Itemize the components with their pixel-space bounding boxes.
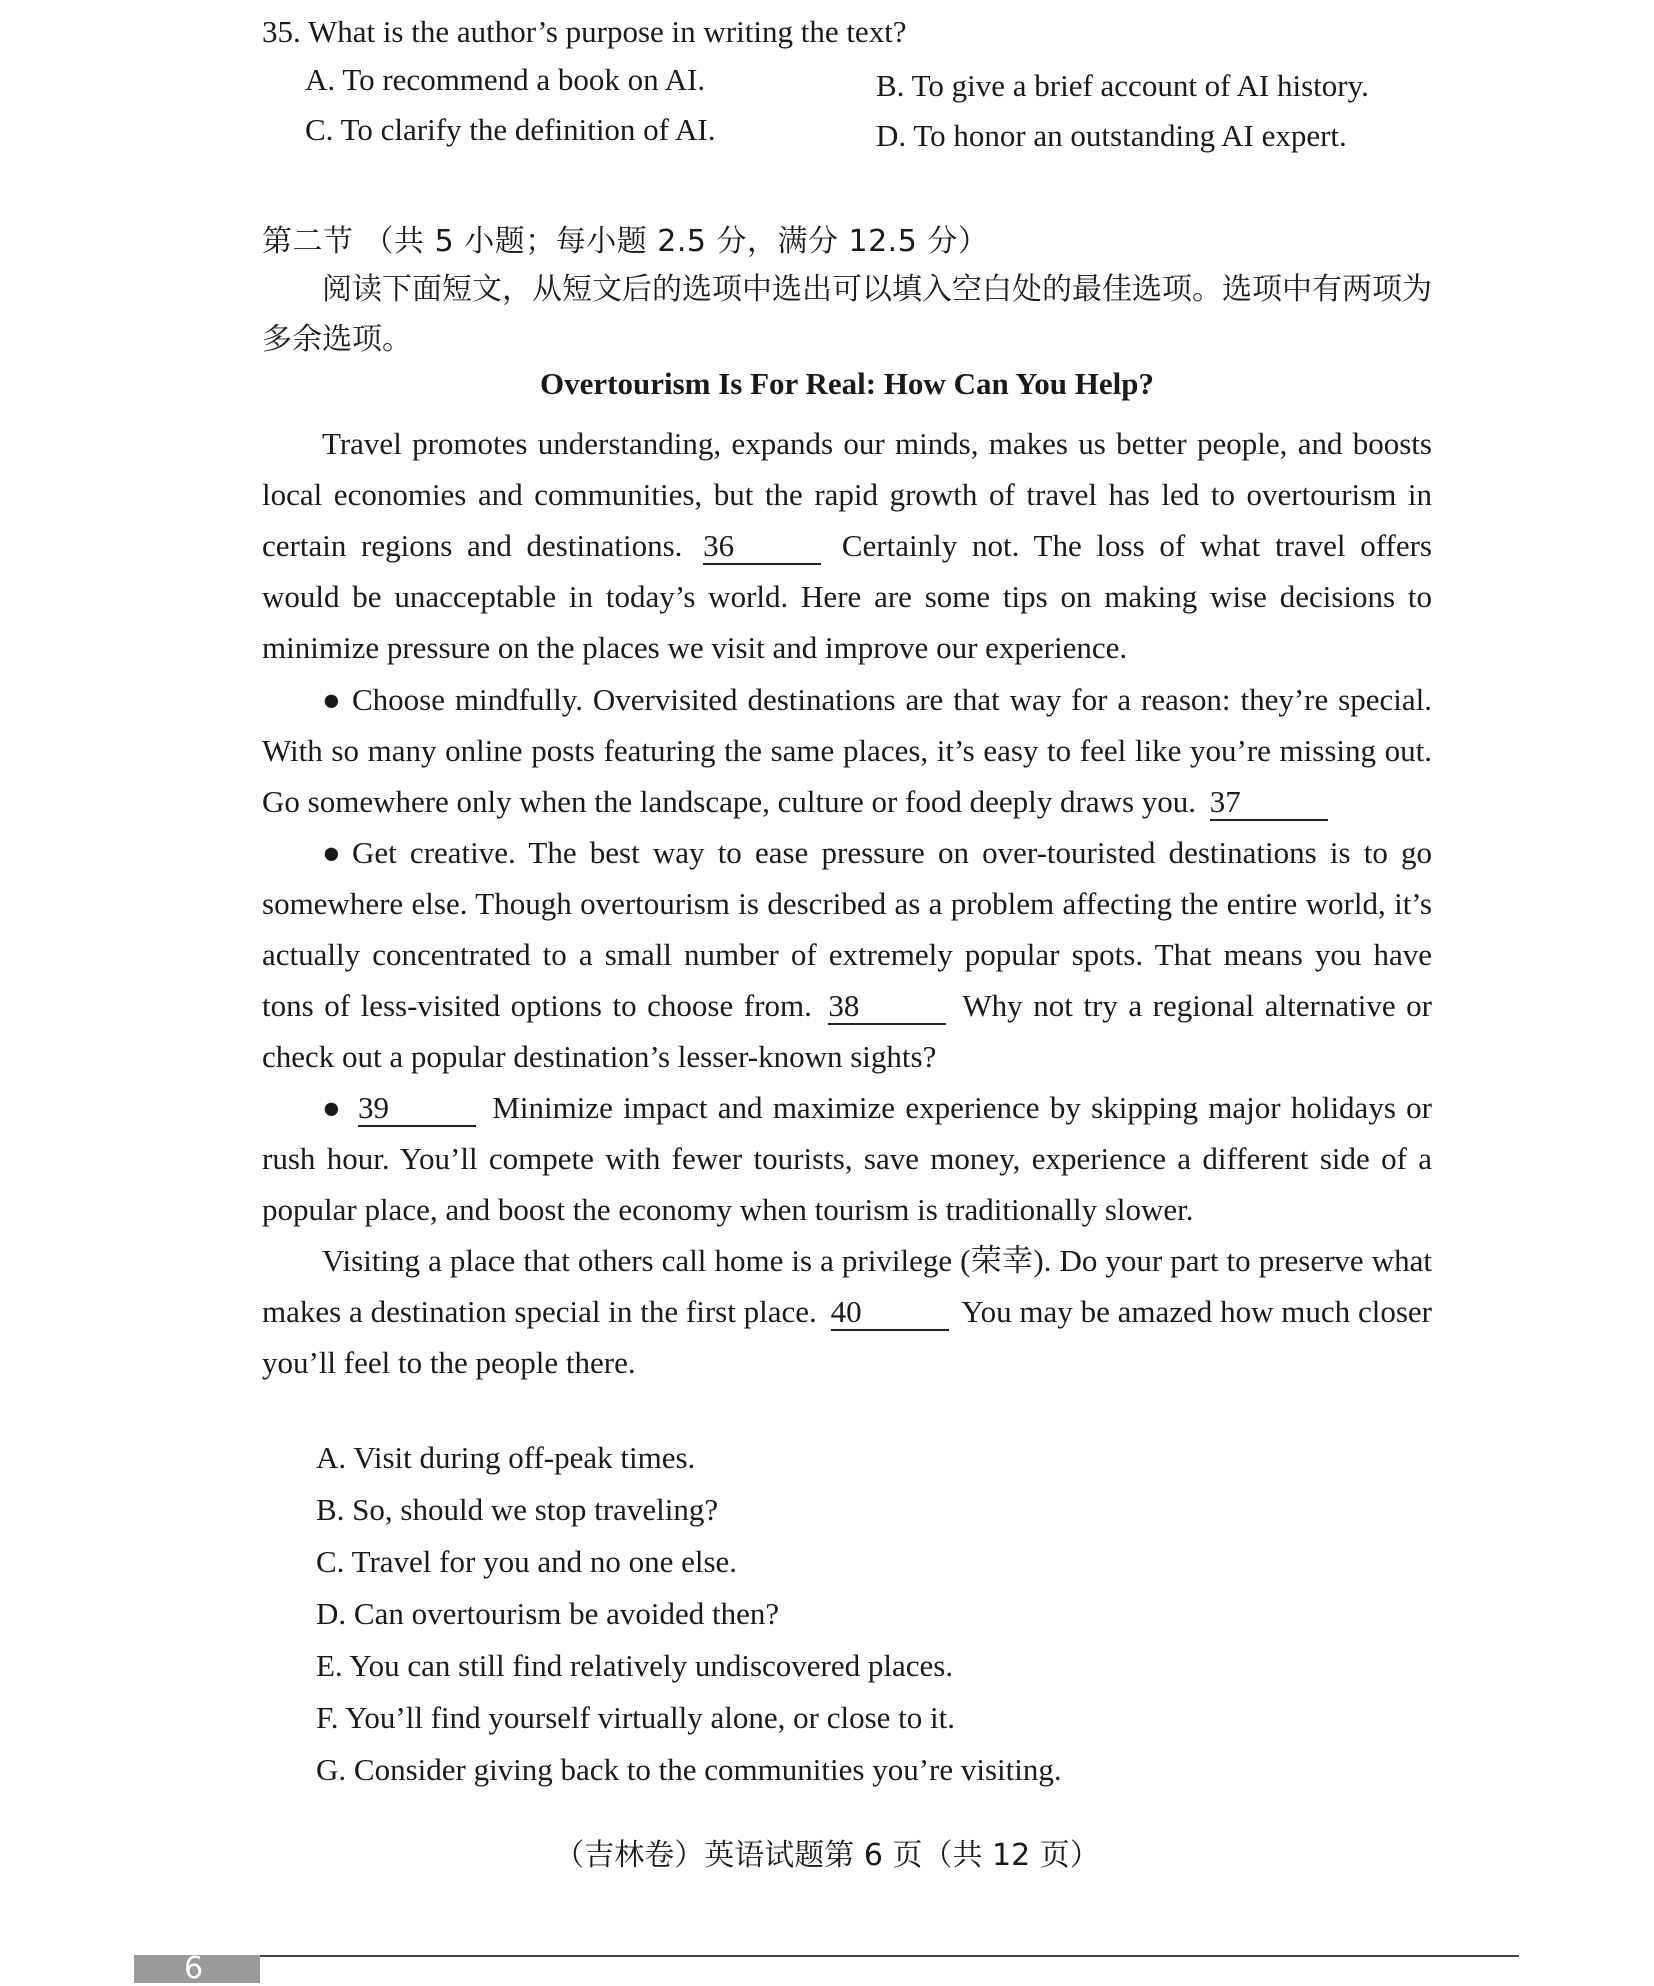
divider bbox=[260, 1955, 1519, 1957]
answer-choices bbox=[316, 1432, 1062, 1796]
page-number-tab bbox=[134, 1951, 260, 1986]
choice-g: G. Consider giving back to the communities you’re visiting. bbox=[316, 1752, 1062, 1787]
paragraph-text: Get creative. The best way to ease pressure on over-touristed destinations is to go somewhere else. Though overtourism is described as a problem affecting the entire world, it’s actually concentrated to a small number of extremely popular spots. That means you have tons of less-visited options to choose from. bbox=[262, 835, 1432, 1023]
passage-title: Overtourism Is For Real: How Can You Help? bbox=[540, 366, 1154, 401]
blank-38: 38 bbox=[828, 989, 946, 1025]
bottom-strip bbox=[134, 1951, 1519, 1986]
paragraph-text: Why not try a regional alternative or check out a popular destination’s lesser-known sights? bbox=[262, 988, 1432, 1074]
section-heading: 第二节 （共 5 小题；每小题 2.5 分，满分 12.5 分） bbox=[262, 224, 989, 259]
choice-c: C. Travel for you and no one else. bbox=[316, 1544, 738, 1579]
page-number-label: 6 bbox=[184, 1951, 204, 1986]
blank-40: 40 bbox=[831, 1295, 949, 1331]
question-35-stem: 35. What is the author’s purpose in writing the text? bbox=[262, 14, 907, 49]
paragraph-text: Certainly not. The loss of what travel offers would be unacceptable in today’s world. Here are some tips on making wise decisions to minimize pressure on the places we visit and improve our experience. bbox=[262, 528, 1432, 665]
question-35-option-c: C. To clarify the definition of AI. bbox=[305, 112, 716, 147]
page-footer: （吉林卷）英语试题第 6 页（共 12 页） bbox=[554, 1838, 1100, 1873]
choice-d: D. Can overtourism be avoided then? bbox=[316, 1596, 780, 1631]
blank-37: 37 bbox=[1210, 785, 1328, 821]
paragraph-text: Travel promotes understanding, expands our minds, makes us better people, and boosts local economies and communities, but the rapid growth of travel has led to overtourism in certain regions and destinations. bbox=[262, 426, 1432, 563]
choice-e: E. You can still find relatively undiscovered places. bbox=[316, 1648, 954, 1683]
section-instruction: 阅读下面短文，从短文后的选项中选出可以填入空白处的最佳选项。选项中有两项为多余选项。 bbox=[262, 272, 1432, 357]
choice-f: F. You’ll find yourself virtually alone, or close to it. bbox=[316, 1700, 955, 1735]
passage-paragraph-4 bbox=[262, 1082, 1432, 1235]
choice-b: B. So, should we stop traveling? bbox=[316, 1492, 719, 1527]
passage-paragraph-1 bbox=[262, 418, 1432, 673]
choice-a: A. Visit during off-peak times. bbox=[316, 1440, 696, 1475]
question-35-option-a: A. To recommend a book on AI. bbox=[305, 62, 706, 97]
blank-39: 39 bbox=[358, 1091, 476, 1127]
paragraph-text: Minimize impact and maximize experience by skipping major holidays or rush hour. You’ll compete with fewer tourists, save money, experience a different side of a popular place, and boost the economy when tourism is traditionally slower. bbox=[262, 1090, 1432, 1227]
blank-36: 36 bbox=[703, 529, 821, 565]
question-35-option-d: D. To honor an outstanding AI expert. bbox=[876, 118, 1347, 153]
passage-paragraph-5 bbox=[262, 1235, 1432, 1388]
paragraph-text: Choose mindfully. Overvisited destinations are that way for a reason: they’re special. With so many online posts featuring the same places, it’s easy to feel like you’re missing out. Go somewhere only when the landscape, culture or food deeply draws you. bbox=[262, 682, 1432, 819]
paragraph-text: Visiting a place that others call home is a privilege (荣幸). Do your part to preserve what makes a destination special in the first place. bbox=[262, 1243, 1432, 1329]
passage-paragraph-3 bbox=[262, 827, 1432, 1082]
paragraph-text: You may be amazed how much closer you’ll feel to the people there. bbox=[262, 1294, 1433, 1380]
bullet-icon: ● bbox=[322, 1090, 341, 1125]
bullet-icon: ● bbox=[322, 835, 341, 870]
bullet-icon: ● bbox=[322, 682, 341, 717]
passage-paragraph-2 bbox=[262, 674, 1432, 827]
question-35-option-b: B. To give a brief account of AI history. bbox=[876, 68, 1369, 103]
